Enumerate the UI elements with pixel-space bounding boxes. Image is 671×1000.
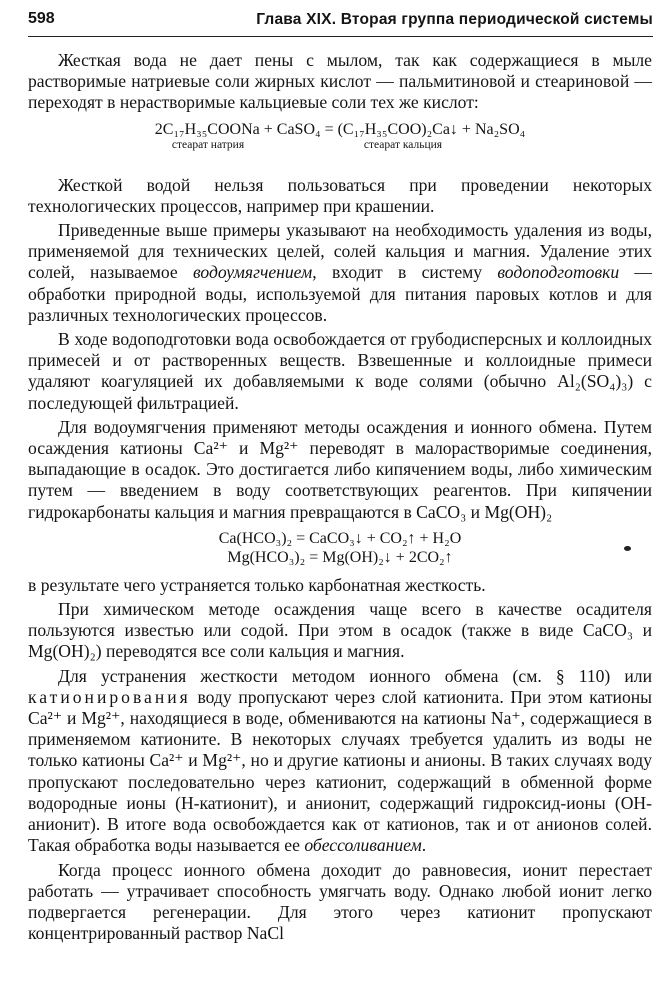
equation-labels [28, 139, 652, 167]
equation-boil-mg: Mg(HCO₃)₂ = Mg(OH)₂↓ + 2CO₂↑ [227, 548, 453, 566]
print-speck [624, 546, 631, 551]
text-run: , входит в систему [312, 262, 498, 283]
term-softening: водоумягчением [192, 262, 313, 283]
equation-boil-ca: Ca(HCO₃)₂ = CaCO₃↓ + CO₂↑ + H₂O [218, 529, 462, 547]
text-run: Для устранения жесткости методом ионного обмена (см. § 110) или [58, 665, 652, 686]
paragraph-chemical-method: При химическом методе осаждения чаще всего в качестве осадителя пользуются известью или содой. При этом в осадок (также в виде CaCO₃ и Mg(OH)₂) переводятся все соли кальция и магния. [28, 599, 652, 662]
text-run: Приведенные выше примеры указывают на необходимость удаления из воды, применяемой для технических целей, солей кальция и магния. Удаление этих солей, называемое [28, 220, 652, 283]
paragraph-technological: Жесткой водой нельзя пользоваться при проведении некоторых технологических процессов, например при крашении. [28, 174, 652, 216]
running-header [28, 10, 653, 37]
paragraph-hard-water-soap: Жесткая вода не дает пены с мылом, так как содержащиеся в мыле растворимые натриевые соли жирных кислот — пальмитиновой и стеариновой — переходят в нерастворимые кальциевые соли тех же кислот: [28, 50, 652, 113]
paragraph-ion-exchange [28, 666, 652, 857]
term-water-treatment: водоподготовки [497, 262, 620, 283]
paragraph-carbonate-hardness: в результате чего устраняется только карбонатная жесткость. [28, 574, 486, 595]
text-run: воду пропускают через слой катионита. При этом катионы Ca²⁺ и Mg²⁺, находящиеся в воде, обмениваются на катионы Na⁺, содержащиеся в применяемом катионите. В некоторых случаях требуется удалить из воды не только катионы Ca²⁺ и Mg²⁺, но и другие катионы и анионы. В таких случаях воду пропускают последовательно через катионит, содержащий в обменной форме водородные ионы (H-катионит), и анионит, содержащий гидроксид-ионы (OH-анионит). В итоге вода освобождается как от катионов, так и от анионов солей. Такая обработка воды называется ее [28, 686, 652, 856]
label-calcium-stearate: стеарат кальция [363, 138, 443, 151]
term-desalination: обессоливанием [304, 835, 422, 856]
paragraph-coagulation: В ходе водоподготовки вода освобождается от грубодисперсных и коллоидных примесей и от растворенных веществ. Взвешенные и коллоидные примеси удаляют коагуляцией их добавляемыми к воде солями (обычно Al₂(SO₄)₃) с последующей фильтрацией. [28, 329, 652, 413]
page-body [28, 50, 652, 947]
paragraph-softening [28, 220, 652, 326]
text-run: — обработки природной воды, используемой для питания паровых котлов и для различных технологических процессов. [28, 262, 652, 325]
equation-soap-block [28, 120, 652, 167]
label-sodium-stearate: стеарат натрия [171, 138, 245, 151]
text-run: . [421, 835, 427, 856]
equation-boiling-block [28, 529, 652, 567]
page-number: 598 [28, 10, 55, 27]
paragraph-regeneration: Когда процесс ионного обмена доходит до равновесия, ионит перестает работать — утрачивает способность умягчать воду. Однако любой ионит легко подвергается регенерации. Для этого через катионит пропускают концентрированный раствор NaCl [28, 859, 652, 944]
term-cationization: катионирования [28, 686, 191, 707]
equation-soap: 2C₁₇H₃₅COONa + CaSO₄ = (C₁₇H₃₅COO)₂Ca↓ + Na₂SO₄ [154, 120, 526, 138]
chapter-title: Глава XIX. Вторая группа периодической системы [256, 11, 653, 28]
paragraph-precipitation: Для водоумягчения применяют методы осаждения и ионного обмена. Путем осаждения катионы Ca²⁺ и Mg²⁺ переводят в малорастворимые соединения, выпадающие в осадок. Это достигается либо кипячением воды, либо химическим путем — введением в воду соответствующих реагентов. При кипячении гидрокарбонаты кальция и магния превращаются в CaCO₃ и Mg(OH)₂ [28, 416, 652, 522]
